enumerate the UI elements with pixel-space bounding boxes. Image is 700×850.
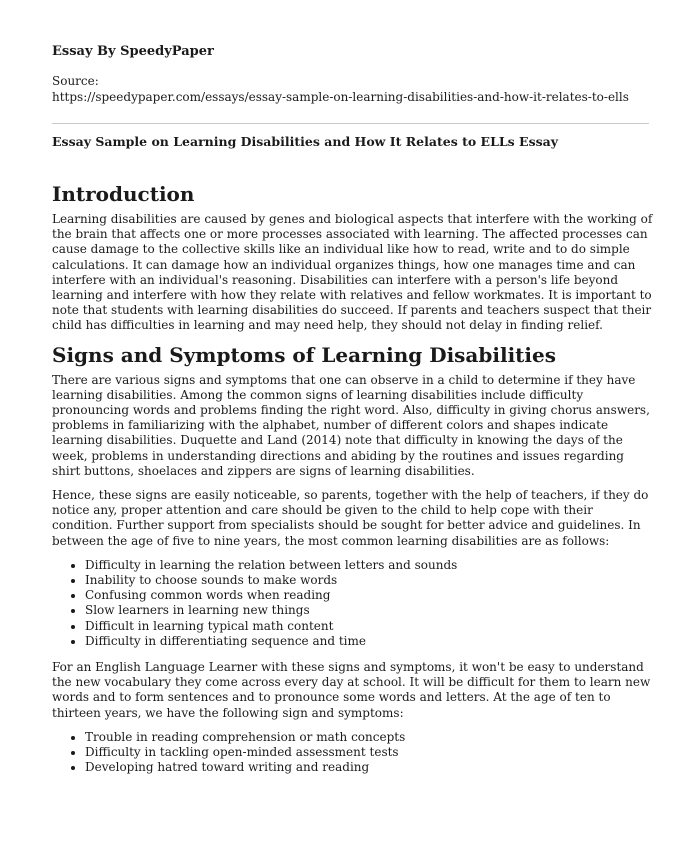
section-heading-introduction: Introduction <box>52 182 195 206</box>
list-item: • Difficulty in learning the relation between letters and sounds <box>85 558 653 573</box>
list-item: • Difficult in learning typical math content <box>85 619 653 634</box>
list-item: • Confusing common words when reading <box>85 588 653 603</box>
symptom-list-ages-5-9 <box>52 558 653 649</box>
signs-paragraph-1: There are various signs and symptoms that one can observe in a child to determine if they have learning disabilities. Among the common signs of learning disabilities include difficulty pronouncing words and problems finding the right word. Also, difficulty in giving chorus answers, problems in familiarizing with the alphabet, number of different colors and shapes indicate learning disabilities. Duquette and Land (2014) note that difficulty in knowing the days of the week, problems in understanding directions and abiding by the routines and issues regarding shirt buttons, shoelaces and zippers are signs of learning disabilities. <box>52 372 650 478</box>
list-item: • Inability to choose sounds to make words <box>85 573 653 588</box>
list-item: • Difficulty in differentiating sequence and time <box>85 634 653 649</box>
signs-paragraph-2: Hence, these signs are easily noticeable, so parents, together with the help of teachers, if they do notice any, proper attention and care should be given to the child to help cope with their condition. Further support from specialists should be sought for better advice and guidelines. In between the age of five to nine years, the most common learning disabilities are as follows: <box>52 488 649 548</box>
intro-paragraph: Learning disabilities are caused by genes and biological aspects that interfere with the working of the brain that affects one or more processes associated with learning. The affected processes can cause damage to the collective skills like an individual like how to read, write and to do simple calculations. It can damage how an individual organizes things, how one manages time and can interfere with an individual's reasoning. Disabilities can interfere with a person's life beyond learning and interfere with how they relate with relatives and fellow workmates. It is important to note that students with learning disabilities do succeed. If parents and teachers suspect that their child has difficulties in learning and may need help, they should not delay in finding relief. <box>52 212 653 333</box>
source-label: Source: <box>52 74 99 88</box>
list-item: • Difficulty in tackling open-minded assessment tests <box>85 745 653 760</box>
essay-title: Essay Sample on Learning Disabilities and How It Relates to ELLs Essay <box>52 134 558 149</box>
list-item: • Trouble in reading comprehension or math concepts <box>85 730 653 745</box>
list-item: • Slow learners in learning new things <box>85 603 653 618</box>
essay-body <box>52 182 653 787</box>
brand-line: Essay By SpeedyPaper <box>52 44 214 59</box>
section-heading-signs: Signs and Symptoms of Learning Disabilities <box>52 342 556 367</box>
list-item: • Developing hatred toward writing and reading <box>85 760 653 775</box>
source-url: https://speedypaper.com/essays/essay-sample-on-learning-disabilities-and-how-it-relates-to-ells <box>52 90 629 104</box>
ell-paragraph: For an English Language Learner with these signs and symptoms, it won't be easy to understand the new vocabulary they come across every day at school. It will be difficult for them to learn new words and to form sentences and to pronounce some words and letters. At the age of ten to thirteen years, we have the following sign and symptoms: <box>52 660 651 720</box>
header-divider <box>52 123 649 124</box>
symptom-list-ages-10-13 <box>52 730 653 776</box>
